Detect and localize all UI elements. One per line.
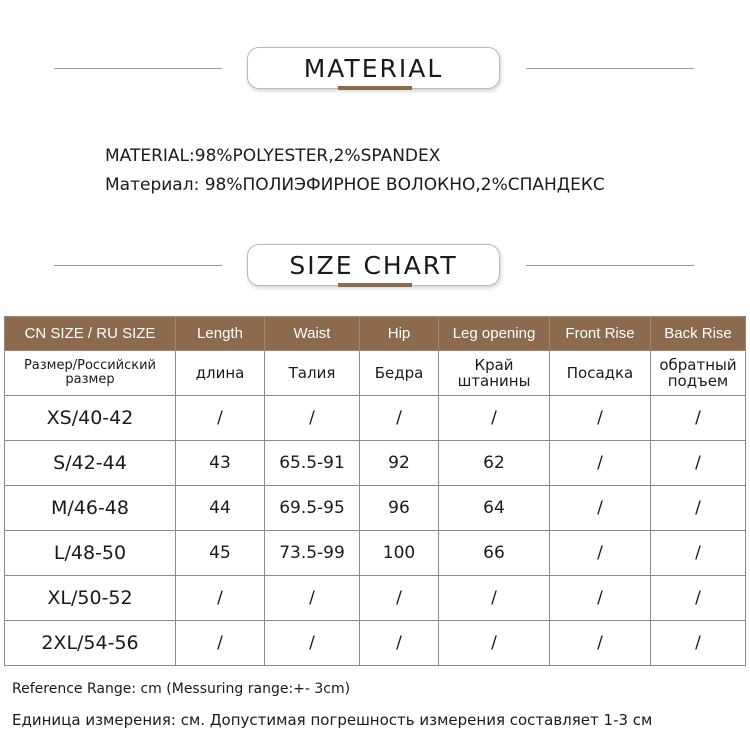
hip-cell: 96 <box>360 486 439 531</box>
header-divider-left <box>54 68 222 69</box>
material-line-ru: Материал: 98%ПОЛИЭФИРНОЕ ВОЛОКНО,2%СПАНДЕКС <box>105 175 605 195</box>
waist-cell: / <box>265 396 360 441</box>
size-cell: M/46-48 <box>5 486 176 531</box>
front-rise-cell: / <box>550 486 651 531</box>
table-header-row-ru <box>5 351 746 396</box>
table-row <box>5 441 746 486</box>
hip-cell: / <box>360 396 439 441</box>
leg-opening-cell: 64 <box>439 486 550 531</box>
size-chart-section-header <box>0 244 750 296</box>
size-cell: L/48-50 <box>5 531 176 576</box>
column-header-size: CN SIZE / RU SIZE <box>5 317 176 351</box>
column-header-ru-front-rise: Посадка <box>550 351 651 396</box>
waist-cell: / <box>265 621 360 666</box>
size-chart-title: SIZE CHART <box>247 244 500 286</box>
leg-opening-cell: / <box>439 576 550 621</box>
back-rise-cell: / <box>651 531 746 576</box>
header-accent-bar <box>338 283 412 287</box>
front-rise-cell: / <box>550 621 651 666</box>
material-title: MATERIAL <box>247 47 500 89</box>
length-cell: 45 <box>176 531 265 576</box>
waist-cell: 69.5-95 <box>265 486 360 531</box>
column-header-ru-leg-opening: Край штанины <box>439 351 550 396</box>
note-ru: Единица измерения: см. Допустимая погрешность измерения составляет 1-3 см <box>12 711 653 729</box>
length-cell: 44 <box>176 486 265 531</box>
header-divider-right <box>526 68 694 69</box>
column-header-front-rise: Front Rise <box>550 317 651 351</box>
front-rise-cell: / <box>550 576 651 621</box>
waist-cell: 65.5-91 <box>265 441 360 486</box>
length-cell: / <box>176 576 265 621</box>
column-header-ru-length: длина <box>176 351 265 396</box>
note-en: Reference Range: cm (Messuring range:+- 3cm) <box>12 681 351 697</box>
table-row <box>5 621 746 666</box>
front-rise-cell: / <box>550 531 651 576</box>
column-header-ru-size: Размер/Российский размер <box>5 351 176 396</box>
hip-cell: / <box>360 621 439 666</box>
column-header-leg-opening: Leg opening <box>439 317 550 351</box>
back-rise-cell: / <box>651 486 746 531</box>
hip-cell: / <box>360 576 439 621</box>
table-header-row-en <box>5 317 746 351</box>
size-chart-table <box>4 316 746 666</box>
length-cell: 43 <box>176 441 265 486</box>
table-row <box>5 531 746 576</box>
column-header-back-rise: Back Rise <box>651 317 746 351</box>
length-cell: / <box>176 396 265 441</box>
length-cell: / <box>176 621 265 666</box>
leg-opening-cell: 66 <box>439 531 550 576</box>
back-rise-cell: / <box>651 576 746 621</box>
material-section-header <box>0 47 750 99</box>
hip-cell: 92 <box>360 441 439 486</box>
leg-opening-cell: / <box>439 396 550 441</box>
size-cell: S/42-44 <box>5 441 176 486</box>
material-line-en: MATERIAL:98%POLYESTER,2%SPANDEX <box>105 146 441 166</box>
back-rise-cell: / <box>651 396 746 441</box>
size-cell: XL/50-52 <box>5 576 176 621</box>
header-divider-right <box>526 265 694 266</box>
table-row <box>5 396 746 441</box>
column-header-ru-hip: Бедра <box>360 351 439 396</box>
back-rise-cell: / <box>651 441 746 486</box>
front-rise-cell: / <box>550 396 651 441</box>
table-row <box>5 576 746 621</box>
size-cell: XS/40-42 <box>5 396 176 441</box>
header-divider-left <box>54 265 222 266</box>
column-header-ru-back-rise: обратный подъем <box>651 351 746 396</box>
hip-cell: 100 <box>360 531 439 576</box>
leg-opening-cell: 62 <box>439 441 550 486</box>
leg-opening-cell: / <box>439 621 550 666</box>
table-row <box>5 486 746 531</box>
waist-cell: 73.5-99 <box>265 531 360 576</box>
size-cell: 2XL/54-56 <box>5 621 176 666</box>
column-header-hip: Hip <box>360 317 439 351</box>
header-accent-bar <box>338 86 412 90</box>
back-rise-cell: / <box>651 621 746 666</box>
column-header-ru-waist: Талия <box>265 351 360 396</box>
front-rise-cell: / <box>550 441 651 486</box>
column-header-waist: Waist <box>265 317 360 351</box>
waist-cell: / <box>265 576 360 621</box>
column-header-length: Length <box>176 317 265 351</box>
